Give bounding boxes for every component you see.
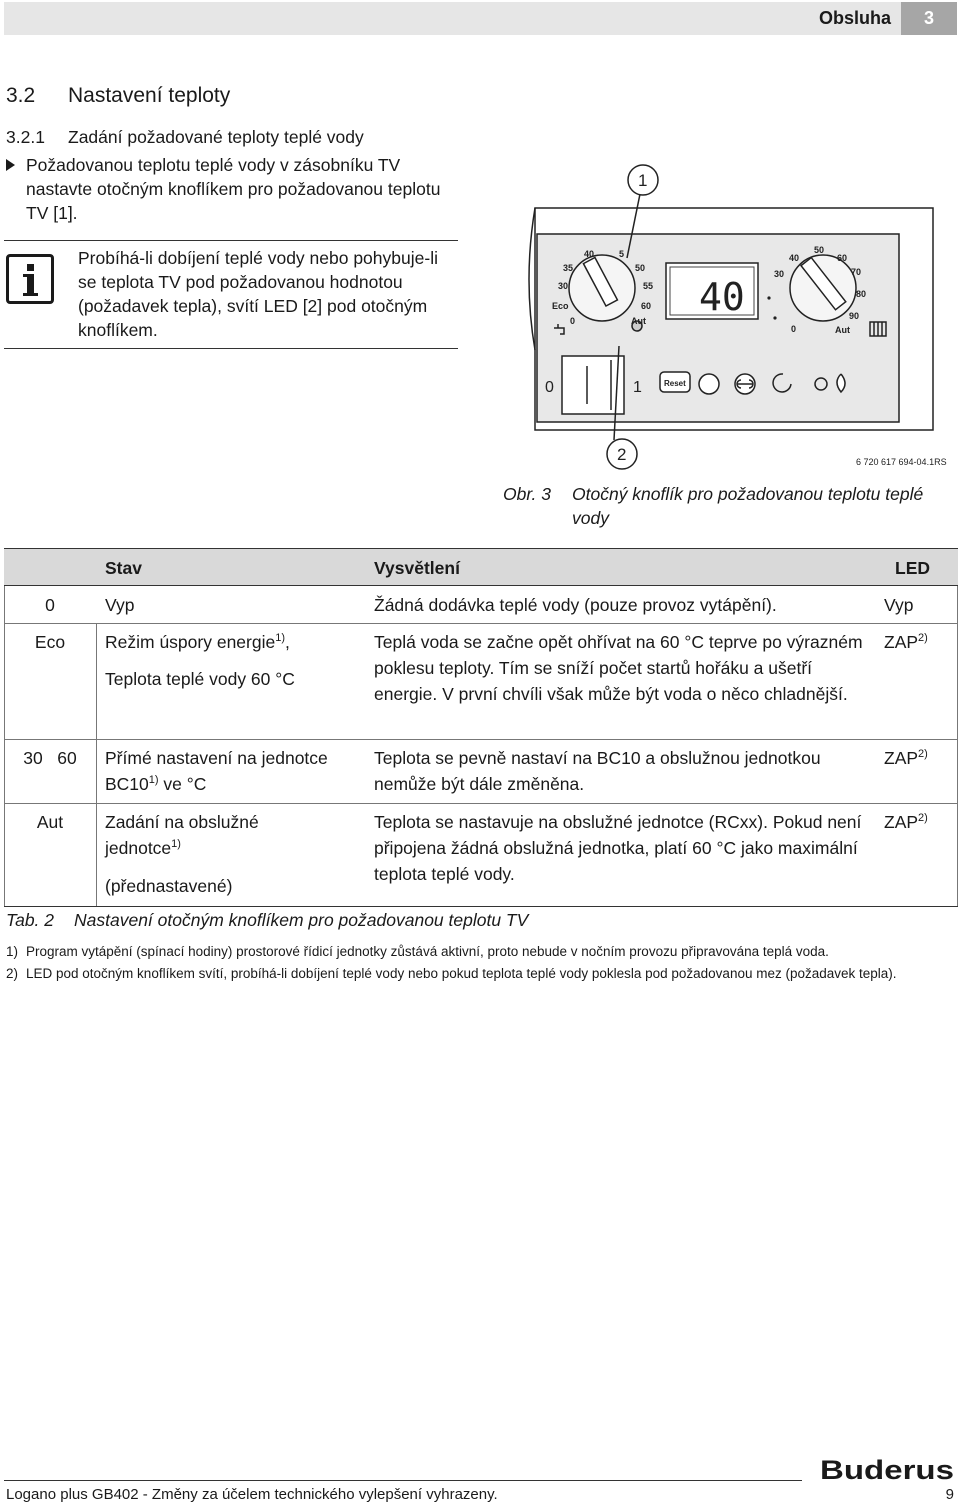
left-dial-label-0: 0 bbox=[570, 316, 576, 326]
footnote-text: LED pod otočným knoflíkem svítí, probíhá-li dobíjení teplé vody nebo pokud teplota teplé vody poklesla pod požadovanou mez (požadavek tepla). bbox=[26, 966, 897, 981]
col-divider bbox=[96, 623, 97, 906]
control-panel-figure bbox=[503, 160, 953, 472]
row-vysvetleni: Žádná dodávka teplé vody (pouze provoz vytápění). bbox=[374, 595, 777, 615]
instruction-step bbox=[6, 153, 446, 225]
header-section-title: Obsluha bbox=[818, 8, 891, 28]
row-stav-desc: Přímé nastavení na jednotce BC10$^{1)}$ ve °C bbox=[105, 748, 328, 794]
reset-label: Reset bbox=[664, 379, 686, 388]
table-header-row bbox=[4, 548, 958, 586]
row-stav: Eco bbox=[34, 632, 66, 652]
row-stav: 0 bbox=[45, 595, 55, 615]
row-stav: Aut bbox=[36, 812, 64, 832]
subsection-title: Zadání požadované teploty teplé vody bbox=[68, 127, 364, 147]
info-note-text: Probíhá-li dobíjení teplé vody nebo pohybuje-li se teplota TV pod požadovanou hodnotou (požadavek tepla), svítí LED [2] pod otočným knoflíkem. bbox=[78, 248, 438, 340]
footnote-1 bbox=[6, 941, 951, 962]
left-dial-label-50: 50 bbox=[635, 263, 646, 273]
figure-code: 6 720 617 694-04.1RS bbox=[856, 457, 947, 467]
row-vysvetleni: Teplota se nastavuje na obslužné jednotce (RCxx). Pokud není připojena žádná obslužná jednotka, platí 60 °C jako maximální teplota teplé vody. bbox=[374, 812, 862, 884]
table-caption bbox=[6, 910, 528, 931]
page-number: 9 bbox=[945, 1486, 954, 1503]
row-led: ZAP$^{2)}$ bbox=[884, 748, 928, 768]
left-dial-label-eco: Eco bbox=[552, 301, 569, 311]
footer-text: Logano plus GB402 - Změny za účelem technického vylepšení vyhrazeny. bbox=[6, 1486, 498, 1503]
switch-on-label: 1 bbox=[633, 379, 642, 396]
figure-caption-text: Otočný knoflík pro požadovanou teplotu teplé vody bbox=[572, 484, 924, 528]
row-divider bbox=[4, 739, 958, 740]
row-led: ZAP$^{2)}$ bbox=[884, 812, 928, 832]
figure-caption bbox=[503, 482, 958, 530]
note-divider-bottom bbox=[4, 348, 458, 349]
footnote-text: Program vytápění (spínací hodiny) prostorové řídicí jednotky zůstává aktivní, proto nebude v nočním provozu připravována teplá voda. bbox=[26, 944, 829, 959]
info-icon bbox=[6, 254, 54, 304]
row-stav-desc-2: (přednastavené) bbox=[105, 876, 233, 896]
footnote-mark: 2) bbox=[6, 966, 19, 981]
right-dial-label-90: 90 bbox=[849, 311, 860, 321]
row-vysvetleni: Teplá voda se začne opět ohřívat na 60 °C teprve po výrazném poklesu teploty. Tím se sníží počet startů hořáku a ušetří energie. V první chvíli však může být voda o něco chladnější. bbox=[374, 632, 863, 704]
row-vysvetleni: Teplota se pevně nastaví na BC10 a obslužnou jednotkou nemůže být dále změněna. bbox=[374, 748, 821, 794]
callout-1: 1 bbox=[638, 171, 648, 190]
col-divider bbox=[957, 586, 958, 906]
svg-text:Buderus: Buderus bbox=[820, 1455, 954, 1484]
callout-2: 2 bbox=[617, 445, 627, 464]
left-dial-label-40: 40 bbox=[584, 249, 595, 259]
note-divider-top bbox=[4, 240, 458, 241]
footnote-mark: 1) bbox=[6, 944, 19, 959]
row-led: ZAP$^{2)}$ bbox=[884, 632, 928, 652]
left-dial-label-60: 60 bbox=[641, 301, 652, 311]
row-stav-desc: Režim úspory energie$^{1)}$, bbox=[105, 632, 290, 652]
left-dial-label-5: 5 bbox=[619, 249, 625, 259]
header-stav: Stav bbox=[105, 558, 142, 578]
header-vysvetleni: Vysvětlení bbox=[374, 558, 460, 578]
row-stav-desc: Vyp bbox=[105, 595, 135, 615]
row-divider bbox=[4, 623, 958, 624]
section-title: Nastavení teploty bbox=[68, 84, 231, 107]
row-divider bbox=[4, 803, 958, 804]
buderus-logo bbox=[820, 1454, 956, 1484]
table-bottom-rule bbox=[4, 906, 958, 907]
section-heading bbox=[6, 84, 230, 108]
step-arrow-icon bbox=[6, 159, 15, 171]
row-stav-desc: Zadání na obslužné jednotce$^{1)}$ bbox=[105, 812, 259, 858]
subsection-number: 3.2.1 bbox=[6, 127, 45, 147]
right-dial-label-30: 30 bbox=[774, 269, 785, 279]
figure-caption-label: Obr. 3 bbox=[503, 484, 551, 504]
row-stav: 30 60 bbox=[23, 748, 77, 768]
table-caption-label: Tab. 2 bbox=[6, 910, 55, 930]
right-dial-label-40: 40 bbox=[789, 253, 800, 263]
header-led: LED bbox=[895, 558, 930, 578]
right-dial-label-70: 70 bbox=[851, 267, 862, 277]
left-dial-label-aut: Aut bbox=[631, 316, 646, 326]
right-dial-label-60: 60 bbox=[837, 253, 848, 263]
header-chapter-number: 3 bbox=[901, 2, 957, 35]
section-number: 3.2 bbox=[6, 84, 36, 107]
display-value: 40 bbox=[699, 275, 745, 319]
left-dial-label-55: 55 bbox=[643, 281, 654, 291]
table-caption-text: Nastavení otočným knoflíkem pro požadovanou teplotu TV bbox=[74, 910, 529, 930]
right-dial-label-aut: Aut bbox=[835, 325, 850, 335]
right-dial-label-80: 80 bbox=[856, 289, 867, 299]
step-text: Požadovanou teplotu teplé vody v zásobníku TV nastavte otočným knoflíkem pro požadovanou teplotu TV [1]. bbox=[26, 155, 441, 223]
left-dial-label-35: 35 bbox=[563, 263, 574, 273]
row-stav-desc-2: Teplota teplé vody 60 °C bbox=[105, 669, 295, 689]
right-dial-label-0: 0 bbox=[791, 324, 797, 334]
subsection-heading bbox=[6, 127, 364, 148]
page-header bbox=[4, 2, 957, 35]
row-led: Vyp bbox=[884, 595, 914, 615]
left-dial-label-30: 30 bbox=[558, 281, 569, 291]
footnote-2 bbox=[6, 963, 951, 984]
col-divider bbox=[4, 586, 5, 906]
right-dial-label-50: 50 bbox=[814, 245, 825, 255]
footer-divider bbox=[4, 1480, 802, 1481]
switch-off-label: 0 bbox=[545, 379, 554, 396]
